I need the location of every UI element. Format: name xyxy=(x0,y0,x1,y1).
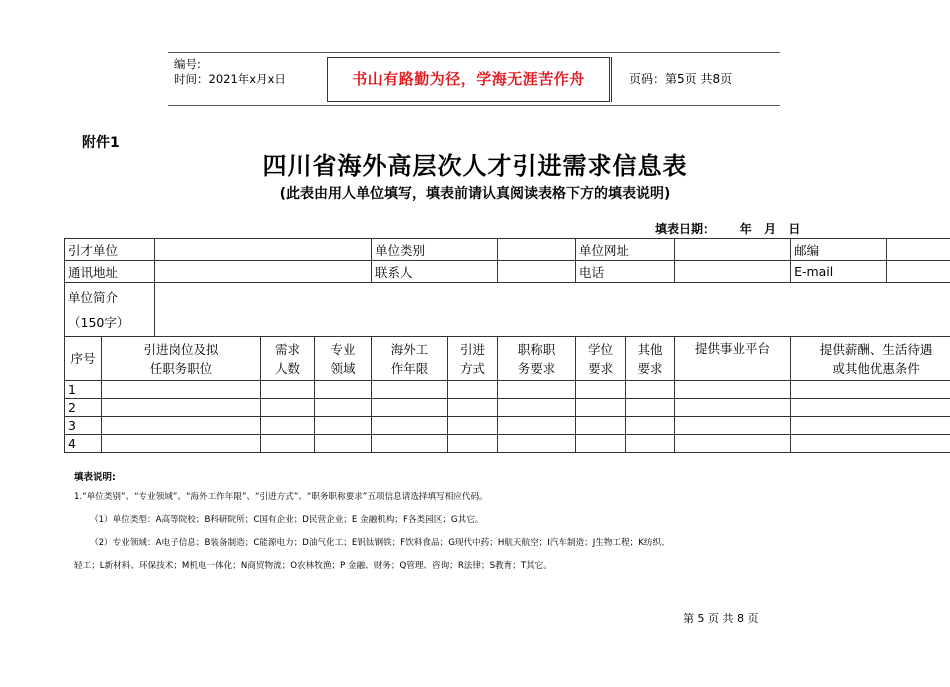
email-field[interactable] xyxy=(887,261,950,283)
cell[interactable] xyxy=(372,435,448,453)
phone-field[interactable] xyxy=(675,261,791,283)
cell[interactable] xyxy=(576,399,626,417)
col-header-degree: 学位 要求 xyxy=(576,337,626,381)
phone-label: 电话 xyxy=(576,261,675,283)
number-label: 编号: xyxy=(174,57,201,71)
cell[interactable] xyxy=(448,399,498,417)
intro-label: 单位简介 （150字） xyxy=(65,283,155,337)
cell[interactable] xyxy=(315,435,372,453)
unit-website-label: 单位网址 xyxy=(576,239,675,261)
col-header-position: 引进岗位及拟 任职务职位 xyxy=(102,337,261,381)
col-header-other: 其他 要求 xyxy=(626,337,675,381)
cell[interactable] xyxy=(102,435,261,453)
page-title: 四川省海外高层次人才引进需求信息表 xyxy=(262,152,688,180)
cell[interactable] xyxy=(261,417,315,435)
column-header-row xyxy=(65,337,950,381)
table-row xyxy=(65,381,950,399)
cell[interactable] xyxy=(576,381,626,399)
intro-field[interactable] xyxy=(155,283,950,337)
cell[interactable] xyxy=(576,417,626,435)
address-label: 通讯地址 xyxy=(65,261,155,283)
col-header-overseas-years: 海外工 作年限 xyxy=(372,337,448,381)
col-header-method: 引进 方式 xyxy=(448,337,498,381)
cell[interactable] xyxy=(102,417,261,435)
col-header-platform: 提供事业平台 xyxy=(675,337,791,381)
page-footer: 第 5 页 共 8 页 xyxy=(683,612,759,625)
cell[interactable] xyxy=(626,417,675,435)
fill-date: 填表日期： 年 月 日 xyxy=(655,222,801,236)
info-form-table xyxy=(64,238,950,453)
cell[interactable] xyxy=(261,381,315,399)
row-index: 3 xyxy=(65,417,102,435)
col-header-field: 专业 领域 xyxy=(315,337,372,381)
form-row-unit xyxy=(65,239,950,261)
unit-name-label: 引才单位 xyxy=(65,239,155,261)
cell[interactable] xyxy=(576,435,626,453)
unit-type-label: 单位类别 xyxy=(372,239,498,261)
cell[interactable] xyxy=(675,381,791,399)
header-meta xyxy=(168,53,323,105)
unit-name-field[interactable] xyxy=(155,239,372,261)
cell[interactable] xyxy=(448,417,498,435)
cell[interactable] xyxy=(675,417,791,435)
contact-field[interactable] xyxy=(498,261,576,283)
cell[interactable] xyxy=(261,435,315,453)
cell[interactable] xyxy=(791,381,950,399)
cell[interactable] xyxy=(498,417,576,435)
postcode-field[interactable] xyxy=(887,239,950,261)
document-header xyxy=(168,52,780,106)
cell[interactable] xyxy=(102,381,261,399)
cell[interactable] xyxy=(626,399,675,417)
page-subtitle: (此表由用人单位填写，填表前请认真阅读表格下方的填表说明) xyxy=(279,186,671,202)
table-row xyxy=(65,435,950,453)
cell[interactable] xyxy=(448,381,498,399)
cell[interactable] xyxy=(626,435,675,453)
cell[interactable] xyxy=(675,435,791,453)
col-header-index: 序号 xyxy=(65,337,102,381)
motto-text: 书山有路勤为径，学海无涯苦作舟 xyxy=(327,57,610,102)
row-index: 2 xyxy=(65,399,102,417)
cell[interactable] xyxy=(791,435,950,453)
cell[interactable] xyxy=(372,417,448,435)
table-row xyxy=(65,399,950,417)
instructions-heading: 填表说明: xyxy=(74,472,116,483)
instructions-line: 1.“单位类别”、“专业领域”、“海外工作年限”、“引进方式”、“职务职称要求”五项信息请选择填写相应代码。 xyxy=(74,492,488,502)
unit-website-field[interactable] xyxy=(675,239,791,261)
cell[interactable] xyxy=(498,399,576,417)
cell[interactable] xyxy=(372,381,448,399)
email-label: E-mail xyxy=(791,261,887,283)
address-field[interactable] xyxy=(155,261,372,283)
form-row-intro xyxy=(65,283,950,337)
instructions-line: （1）单位类型：A高等院校；B科研院所；C国有企业；D民营企业；E 金融机构；F各类园区；G其它。 xyxy=(90,515,484,525)
postcode-label: 邮编 xyxy=(791,239,887,261)
cell[interactable] xyxy=(102,399,261,417)
form-row-address xyxy=(65,261,950,283)
time-label: 时间：2021年x月x日 xyxy=(174,72,286,86)
instructions-line: （2）专业领域：A电子信息；B装备制造；C能源电力；D油气化工；E钒钛钢铁；F饮料食品；G现代中药；H航天航空；I汽车制造；J生物工程；K纺织、 xyxy=(90,538,670,548)
instructions-line: 轻工；L新材料、环保技术；M机电一体化；N商贸物流；O农林牧渔；P 金融、财务；Q管理、咨询；R法律；S教育；T其它。 xyxy=(74,561,552,571)
col-header-benefits: 提供薪酬、生活待遇 或其他优惠条件 xyxy=(791,337,950,381)
page-info: 页码：第5页 共8页 xyxy=(629,72,733,86)
cell[interactable] xyxy=(791,399,950,417)
table-row xyxy=(65,417,950,435)
cell[interactable] xyxy=(791,417,950,435)
cell[interactable] xyxy=(372,399,448,417)
cell[interactable] xyxy=(626,381,675,399)
contact-label: 联系人 xyxy=(372,261,498,283)
col-header-title-req: 职称职 务要求 xyxy=(498,337,576,381)
cell[interactable] xyxy=(315,381,372,399)
cell[interactable] xyxy=(315,417,372,435)
header-divider xyxy=(611,57,612,102)
cell[interactable] xyxy=(261,399,315,417)
cell[interactable] xyxy=(498,381,576,399)
cell[interactable] xyxy=(315,399,372,417)
attachment-label: 附件1 xyxy=(82,135,120,151)
unit-type-field[interactable] xyxy=(498,239,576,261)
cell[interactable] xyxy=(498,435,576,453)
cell[interactable] xyxy=(448,435,498,453)
row-index: 1 xyxy=(65,381,102,399)
col-header-headcount: 需求 人数 xyxy=(261,337,315,381)
instructions xyxy=(74,469,670,578)
cell[interactable] xyxy=(675,399,791,417)
row-index: 4 xyxy=(65,435,102,453)
